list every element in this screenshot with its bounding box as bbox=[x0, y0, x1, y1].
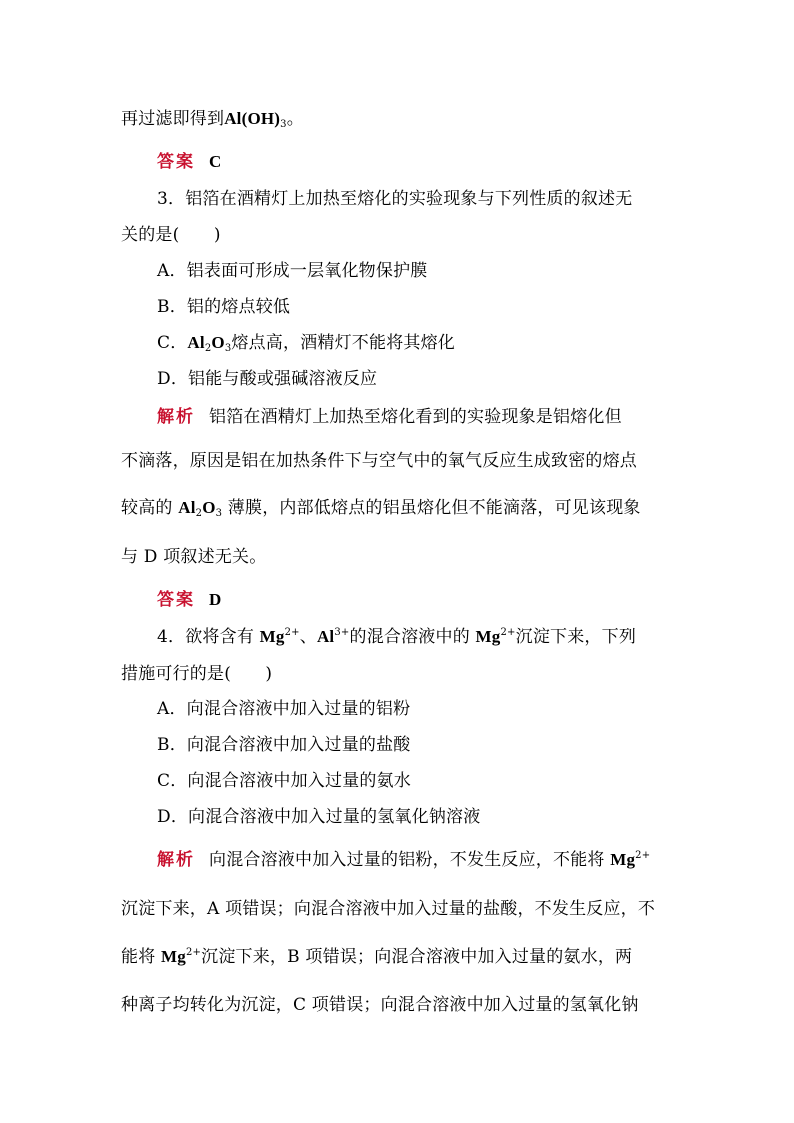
subscript: 3 bbox=[280, 119, 287, 130]
formula: Mg bbox=[610, 850, 636, 869]
formula: Mg bbox=[475, 627, 501, 646]
text: 再过滤即得到 bbox=[121, 109, 225, 129]
question-4-option-d: D．向混合溶液中加入过量的氢氧化钠溶液 bbox=[157, 807, 481, 827]
subscript: 3 bbox=[215, 508, 223, 519]
text-line bbox=[121, 104, 676, 129]
formula: Al bbox=[187, 333, 205, 352]
question-3-line-1: 3．铝箔在酒精灯上加热至熔化的实验现象与下列性质的叙述无 bbox=[157, 189, 633, 209]
answer-label: 答案 bbox=[157, 152, 195, 172]
text: 熔点高，酒精灯不能将其熔化 bbox=[231, 333, 455, 353]
explanation-label: 解析 bbox=[157, 407, 195, 427]
formula: Mg bbox=[259, 627, 285, 646]
question-3-option-d: D．铝能与酸或强碱溶液反应 bbox=[157, 369, 378, 389]
subscript: 2 bbox=[195, 508, 203, 519]
explanation-3-line-2: 不滴落，原因是铝在加热条件下与空气中的氧气反应生成致密的熔点 bbox=[121, 451, 637, 471]
formula: O bbox=[202, 498, 216, 517]
question-3-option-c bbox=[157, 328, 676, 353]
question-4-option-b: B．向混合溶液中加入过量的盐酸 bbox=[157, 735, 411, 755]
answer-label: 答案 bbox=[157, 590, 195, 610]
text: 较高的 bbox=[121, 498, 179, 518]
text: 4．欲将含有 bbox=[157, 627, 260, 647]
answer-value: C bbox=[209, 152, 222, 171]
explanation-3-line-1 bbox=[157, 402, 676, 427]
answer-value: D bbox=[209, 590, 222, 609]
formula: Al bbox=[178, 498, 196, 517]
superscript: 2+ bbox=[185, 947, 202, 958]
text: 。 bbox=[286, 109, 304, 129]
answer-line bbox=[157, 147, 676, 172]
explanation-label: 解析 bbox=[157, 850, 195, 870]
question-3-option-b: B．铝的熔点较低 bbox=[157, 297, 291, 317]
text: 的混合溶液中的 bbox=[349, 627, 476, 647]
question-4-option-a: A．向混合溶液中加入过量的铝粉 bbox=[157, 699, 411, 719]
superscript: 2+ bbox=[500, 627, 516, 638]
question-4-option-c: C．向混合溶液中加入过量的氨水 bbox=[157, 771, 412, 791]
explanation-4-line-1 bbox=[157, 845, 676, 870]
explanation-3-line-3 bbox=[121, 493, 676, 518]
question-3-line-2: 关的是( ) bbox=[121, 225, 221, 245]
text: 向混合溶液中加入过量的铝粉，不发生反应，不能将 bbox=[209, 850, 611, 870]
formula: O bbox=[211, 333, 225, 352]
superscript: 3+ bbox=[334, 627, 350, 638]
answer-line bbox=[157, 585, 676, 610]
explanation-4-line-2: 沉淀下来，A 项错误；向混合溶液中加入过量的盐酸，不发生反应，不 bbox=[121, 899, 656, 919]
text: 薄膜，内部低熔点的铝虽熔化但不能滴落，可见该现象 bbox=[222, 498, 641, 518]
subscript: 2 bbox=[204, 343, 212, 354]
explanation-4-line-3 bbox=[121, 942, 676, 967]
formula: Al bbox=[316, 627, 335, 646]
formula: Mg bbox=[161, 947, 186, 966]
superscript: 2+ bbox=[284, 627, 300, 638]
question-4-line-2: 措施可行的是( ) bbox=[121, 664, 273, 684]
explanation-3-line-4: 与 D 项叙述无关。 bbox=[121, 547, 267, 567]
explanation-4-line-4: 种离子均转化为沉淀，C 项错误；向混合溶液中加入过量的氢氧化钠 bbox=[121, 995, 639, 1015]
text: 铝箔在酒精灯上加热至熔化看到的实验现象是铝熔化但 bbox=[209, 407, 622, 427]
superscript: 2+ bbox=[635, 850, 651, 861]
subscript: 3 bbox=[224, 343, 232, 354]
question-3-option-a: A．铝表面可形成一层氧化物保护膜 bbox=[157, 261, 428, 281]
text: 沉淀下来，下列 bbox=[515, 627, 637, 647]
text: 能将 bbox=[121, 947, 162, 967]
text: C． bbox=[157, 333, 188, 353]
text: 、 bbox=[299, 627, 317, 647]
text: 沉淀下来，B 项错误；向混合溶液中加入过量的氨水，两 bbox=[201, 947, 633, 967]
question-4-line-1 bbox=[157, 622, 676, 647]
formula: Al(OH) bbox=[224, 109, 281, 128]
